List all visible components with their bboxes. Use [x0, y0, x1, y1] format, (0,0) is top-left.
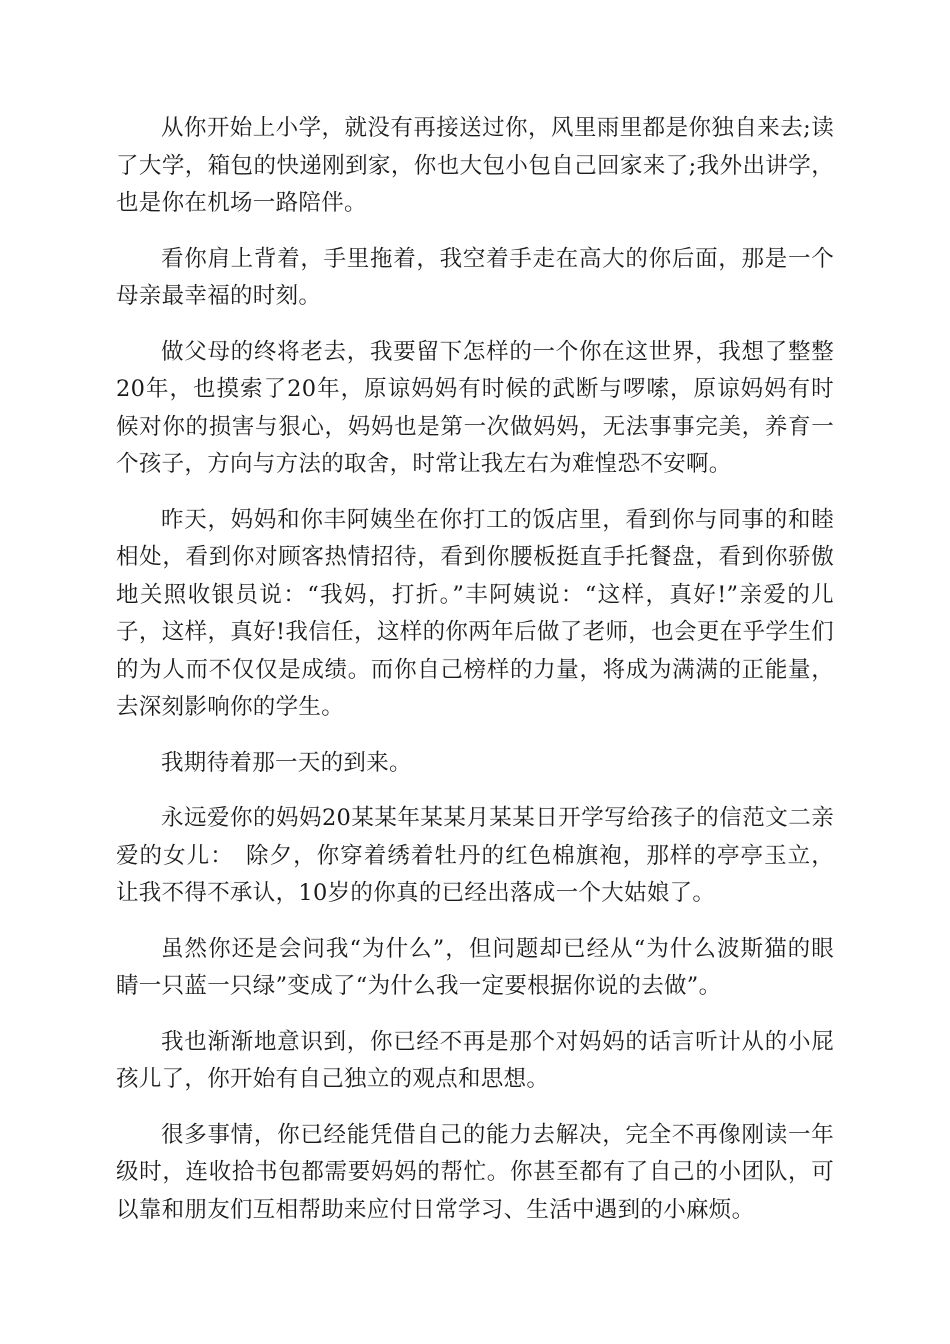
document-page	[116, 110, 834, 1247]
paragraph-7: 虽然你还是会问我“为什么”，但问题却已经从“为什么波斯猫的眼睛一只蓝一只绿”变成了“为什么我一定要根据你说的去做”。	[116, 935, 834, 999]
paragraph-8: 我也渐渐地意识到，你已经不再是那个对妈妈的话言听计从的小屁孩儿了，你开始有自己独立的观点和思想。	[116, 1028, 834, 1092]
paragraph-1: 从你开始上小学，就没有再接送过你，风里雨里都是你独自来去;读了大学，箱包的快递刚到家，你也大包小包自己回家来了;我外出讲学，也是你在机场一路陪伴。	[116, 115, 834, 216]
paragraph-6: 永远爱你的妈妈20某某年某某月某某日开学写给孩子的信范文二亲爱的女儿： 除夕，你穿着绣着牡丹的红色棉旗袍，那样的亭亭玉立，让我不得不承认，10岁的你真的已经出落成一个大姑娘了。	[116, 805, 834, 906]
paragraph-5: 我期待着那一天的到来。	[161, 749, 412, 776]
paragraph-3: 做父母的终将老去，我要留下怎样的一个你在这世界，我想了整整20年，也摸索了20年，原谅妈妈有时候的武断与啰嗦，原谅妈妈有时候对你的损害与狠心，妈妈也是第一次做妈妈，无法事事完美，养育一个孩子，方向与方法的取舍，时常让我左右为难惶恐不安啊。	[116, 338, 834, 477]
paragraph-4: 昨天，妈妈和你丰阿姨坐在你打工的饭店里，看到你与同事的和睦相处，看到你对顾客热情招待，看到你腰板挺直手托餐盘，看到你骄傲地关照收银员说：“我妈，打折。”丰阿姨说：“这样，真好!”亲爱的儿子，这样，真好!我信任，这样的你两年后做了老师，也会更在乎学生们的为人而不仅仅是成绩。而你自己榜样的力量，将成为满满的正能量，去深刻影响你的学生。	[116, 506, 834, 720]
paragraph-2: 看你肩上背着，手里拖着，我空着手走在高大的你后面，那是一个母亲最幸福的时刻。	[116, 245, 834, 309]
paragraph-9: 很多事情，你已经能凭借自己的能力去解决，完全不再像刚读一年级时，连收拾书包都需要妈妈的帮忙。你甚至都有了自己的小团队，可以靠和朋友们互相帮助来应付日常学习、生活中遇到的小麻烦。	[116, 1121, 834, 1223]
